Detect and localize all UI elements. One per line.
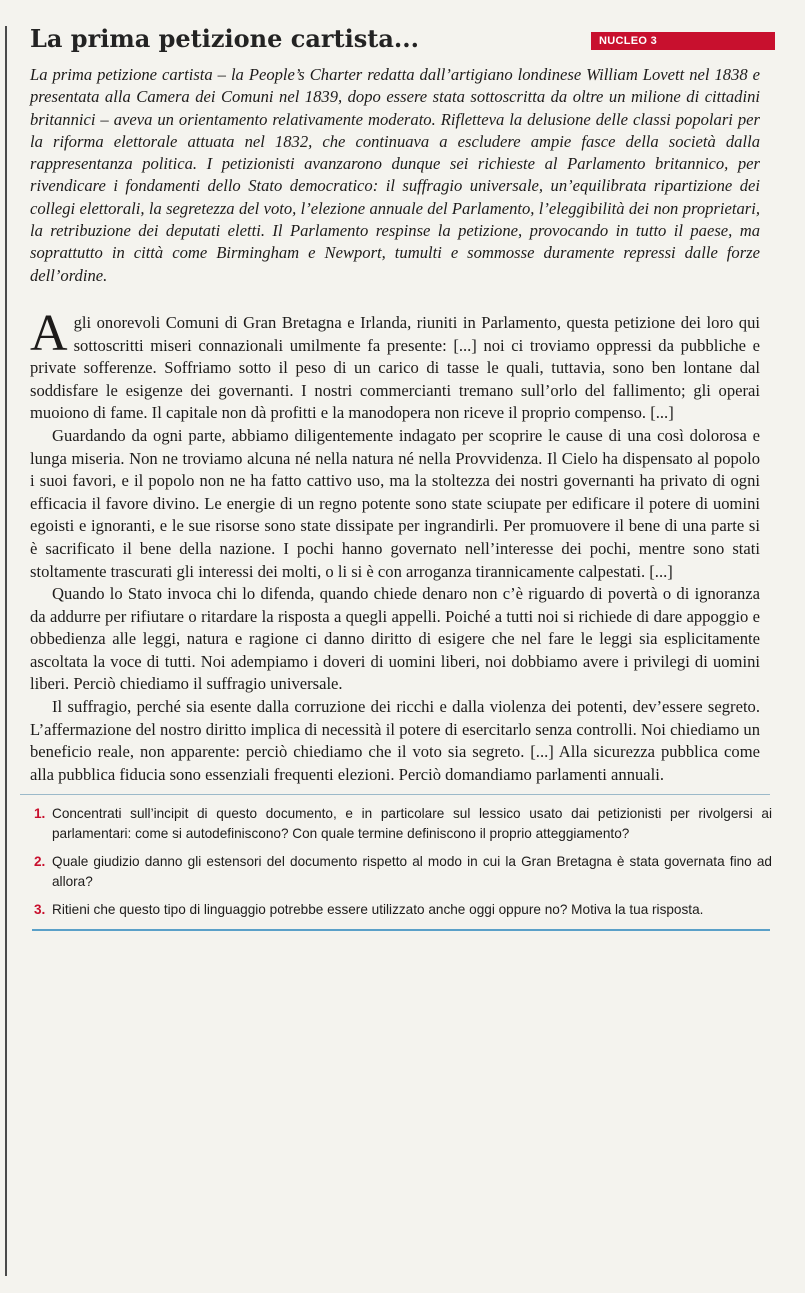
question-number: 1. — [34, 806, 46, 822]
drop-cap: A — [30, 304, 68, 362]
page — [20, 0, 772, 931]
divider — [20, 794, 770, 795]
question-item — [34, 900, 772, 920]
document-paragraph: Guardando da ogni parte, abbiamo diligentemente indagato per scoprire le cause di una così dolorosa e lunga miseria. Non ne troviamo alcuna né nella natura né nella Provvidenza. Il Cielo ha dispensato al popolo i suoi favori, e il popolo non ne ha fatto cattivo uso, ma la stoltezza dei nostri governanti ha privato di ogni efficacia il favore divino. Le energie di un regno potente sono state sciupate per edificare il potere di uomini egoisti e ignoranti, e le sue risorse sono state dissipate per ingrandirli. Per promuovere il bene di una parte si è sacrificato il bene della nazione. I pochi hanno governato nell’interesse dei pochi, mentre sono stati stoltamente trascurati gli interessi dei molti, o li si è con arroganza tirannicamente calpestati. [...] — [30, 425, 760, 581]
question-item — [34, 804, 772, 843]
left-margin-rule — [5, 26, 7, 1276]
question-text: Quale giudizio danno gli estensori del documento rispetto al modo in cui la Gran Bretagna è stata governata fino ad allora? — [52, 854, 772, 889]
intro-paragraph: La prima petizione cartista – la People’s Charter redatta dall’artigiano londinese William Lovett nel 1838 e presentata alla Camera dei Comuni nel 1839, dopo essere stata sottoscritta da oltre un milione di cittadini britannici – aveva un orientamento relativamente moderato. Rifletteva la delusione delle classi popolari per la riforma elettorale attuata nel 1832, che continuava a escludere ampie fasce della società dalla rappresentanza politica. I petizionisti avanzarono dunque sei richieste al Parlamento britannico, per rivendicare i fondamenti dello Stato democratico: il suffragio universale, un’equilibrata ripartizione dei collegi elettorali, la segretezza del voto, l’elezione annuale del Parlamento, l’eleggibilità dei non proprietari, la retribuzione dei deputati eletti. Il Parlamento respinse la petizione, provocando in tutto il paese, ma soprattutto in città come Birmingham e Newport, tumulti e sommosse duramente repressi dalle forze dell’ordine. — [30, 65, 760, 285]
question-list — [20, 804, 772, 920]
question-item — [34, 852, 772, 891]
section-badge: NUCLEO 3 — [591, 32, 775, 50]
header — [20, 0, 760, 64]
document-paragraph — [30, 304, 760, 425]
document-paragraph-text: gli onorevoli Comuni di Gran Bretagna e Irlanda, riuniti in Parlamento, questa petizione dei loro qui sottoscritti miseri connazionali umilmente fa presente: [...] noi ci troviamo oppressi da pubbliche e private sofferenze. Soffriamo sotto il peso di un carico di tasse le quali, tuttavia, sono ben lontane dal soddisfare le esigenze dei governanti. I nostri commercianti tremano sull’orlo del fallimento; gli operai muoiono di fame. Il capitale non dà profitti e la manodopera non riceve il proprio compenso. [...] — [30, 312, 760, 423]
petition-document — [20, 304, 760, 786]
bottom-rule — [32, 929, 770, 931]
question-number: 3. — [34, 902, 46, 918]
page-title: La prima petizione cartista... — [30, 24, 419, 53]
question-text: Concentrati sull’incipit di questo documento, e in particolare sul lessico usato dai petizionisti per rivolgersi ai parlamentari: come si autodefiniscono? Con quale termine definiscono il proprio atteggiamento? — [52, 806, 772, 841]
document-paragraph: Il suffragio, perché sia esente dalla corruzione dei ricchi e dalla violenza dei potenti, dev’essere segreto. L’affermazione del nostro diritto implica di necessità il potere di esercitarlo senza controlli. Noi chiediamo un beneficio reale, non apparente: perciò chiediamo che il voto sia segreto. [...] Alla sicurezza pubblica come alla pubblica fiducia sono essenziali frequenti elezioni. Perciò domandiamo parlamenti annuali. — [30, 697, 760, 784]
question-number: 2. — [34, 854, 46, 870]
document-paragraph: Quando lo Stato invoca chi lo difenda, quando chiede denaro non c’è riguardo di povertà o di ignoranza da addurre per rifiutare o ritardare la risposta a quegli appelli. Poiché a tutti noi si richiede di dare appoggio e obbedienza alle leggi, natura e ragione ci danno diritto di esigere che nel fare le leggi sia esplicitamente ascoltata la voce di tutti. Noi adempiamo i doveri di uomini liberi, noi dobbiamo avere i privilegi di uomini liberi. Perciò chiediamo il suffragio universale. — [30, 584, 760, 694]
question-text: Ritieni che questo tipo di linguaggio potrebbe essere utilizzato anche oggi oppure no? Motiva la tua risposta. — [52, 902, 704, 918]
